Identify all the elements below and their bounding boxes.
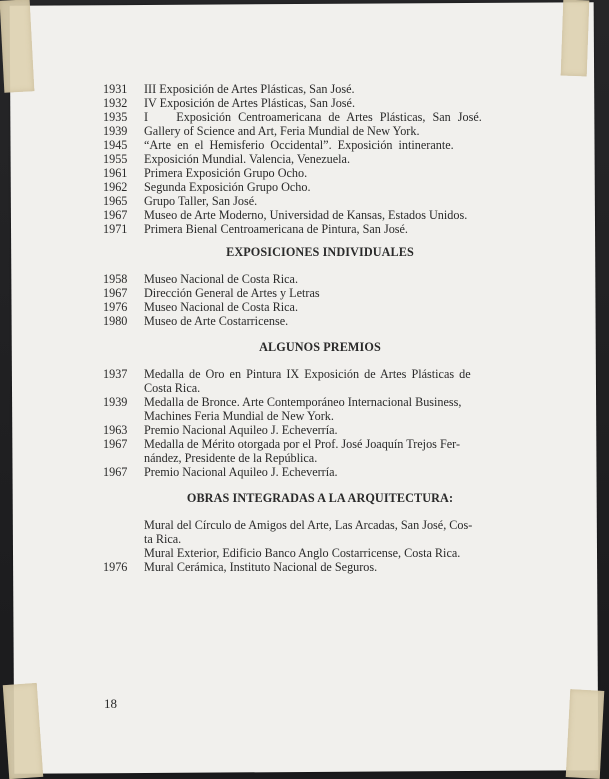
entry-text: I Exposición Centroamericana de Artes Plásticas, San José. <box>144 110 482 124</box>
entry-year: 1932 <box>103 96 128 110</box>
entry-text: Dirección General de Artes y Letras <box>144 286 320 300</box>
entry-year: 1961 <box>103 166 128 180</box>
entry-year: 1931 <box>103 82 128 96</box>
entry-year: 1967 <box>103 437 128 451</box>
entry-text: Machines Feria Mundial de New York. <box>144 409 334 423</box>
entry-text: III Exposición de Artes Plásticas, San José. <box>144 82 355 96</box>
entry-year: 1971 <box>103 222 128 236</box>
entry-text: Mural Exterior, Edificio Banco Anglo Costarricense, Costa Rica. <box>144 546 461 560</box>
entry-text: Exposición Mundial. Valencia, Venezuela. <box>144 152 351 166</box>
entry-text: Primera Bienal Centroamericana de Pintura, San José. <box>144 222 408 236</box>
entry-text: Gallery of Science and Art, Feria Mundial de New York. <box>144 124 420 138</box>
entry-text: Mural del Círculo de Amigos del Arte, Las Arcadas, San José, Cos- <box>144 518 473 532</box>
entry-text: Museo Nacional de Costa Rica. <box>144 300 298 314</box>
entry-text: Museo de Arte Moderno, Universidad de Kansas, Estados Unidos. <box>144 208 468 222</box>
entry-year: 1976 <box>103 560 128 574</box>
entry-text: Medalla de Bronce. Arte Contemporáneo Internacional Business, <box>144 395 462 409</box>
entry-text: Medalla de Mérito otorgada por el Prof. José Joaquín Trejos Fer- <box>144 437 461 451</box>
entry-year: 1939 <box>103 395 128 409</box>
entry-year: 1955 <box>103 152 128 166</box>
entry-text: ta Rica. <box>144 532 182 546</box>
entry-year: 1967 <box>103 286 128 300</box>
entry-year: 1945 <box>103 138 128 152</box>
section-heading-integrated-works: OBRAS INTEGRADAS A LA ARQUITECTURA: <box>186 491 454 505</box>
entry-year: 1962 <box>103 180 128 194</box>
section-heading-awards: ALGUNOS PREMIOS <box>259 340 381 354</box>
entry-text: Premio Nacional Aquileo J. Echeverría. <box>144 423 338 437</box>
entry-year: 1967 <box>103 465 128 479</box>
entry-year: 1939 <box>103 124 128 138</box>
entry-text: IV Exposición de Artes Plásticas, San José. <box>144 96 356 110</box>
entry-year: 1980 <box>103 314 128 328</box>
entry-year: 1967 <box>103 208 128 222</box>
page-number: 18 <box>104 696 117 711</box>
entry-year: 1937 <box>103 367 128 381</box>
entry-text: Museo Nacional de Costa Rica. <box>144 272 298 286</box>
entry-year: 1963 <box>103 423 128 437</box>
entry-text: Costa Rica. <box>144 381 201 395</box>
entry-text: Grupo Taller, San José. <box>144 194 258 208</box>
section-heading-individual: EXPOSICIONES INDIVIDUALES <box>226 245 414 259</box>
entry-year: 1965 <box>103 194 128 208</box>
entry-year: 1935 <box>103 110 128 124</box>
entry-text: “Arte en el Hemisferio Occidental”. Exposición intinerante. <box>144 138 454 152</box>
entry-year: 1958 <box>103 272 128 286</box>
entry-text: Primera Exposición Grupo Ocho. <box>144 166 308 180</box>
entry-text: Museo de Arte Costarricense. <box>144 314 289 328</box>
entry-text: Premio Nacional Aquileo J. Echeverría. <box>144 465 338 479</box>
entry-text: nández, Presidente de la República. <box>144 451 318 465</box>
entry-year: 1976 <box>103 300 128 314</box>
entry-text: Mural Cerámica, Instituto Nacional de Seguros. <box>144 560 378 574</box>
entry-text: Segunda Exposición Grupo Ocho. <box>144 180 311 194</box>
entry-text: Medalla de Oro en Pintura IX Exposición de Artes Plásticas de <box>144 367 471 381</box>
